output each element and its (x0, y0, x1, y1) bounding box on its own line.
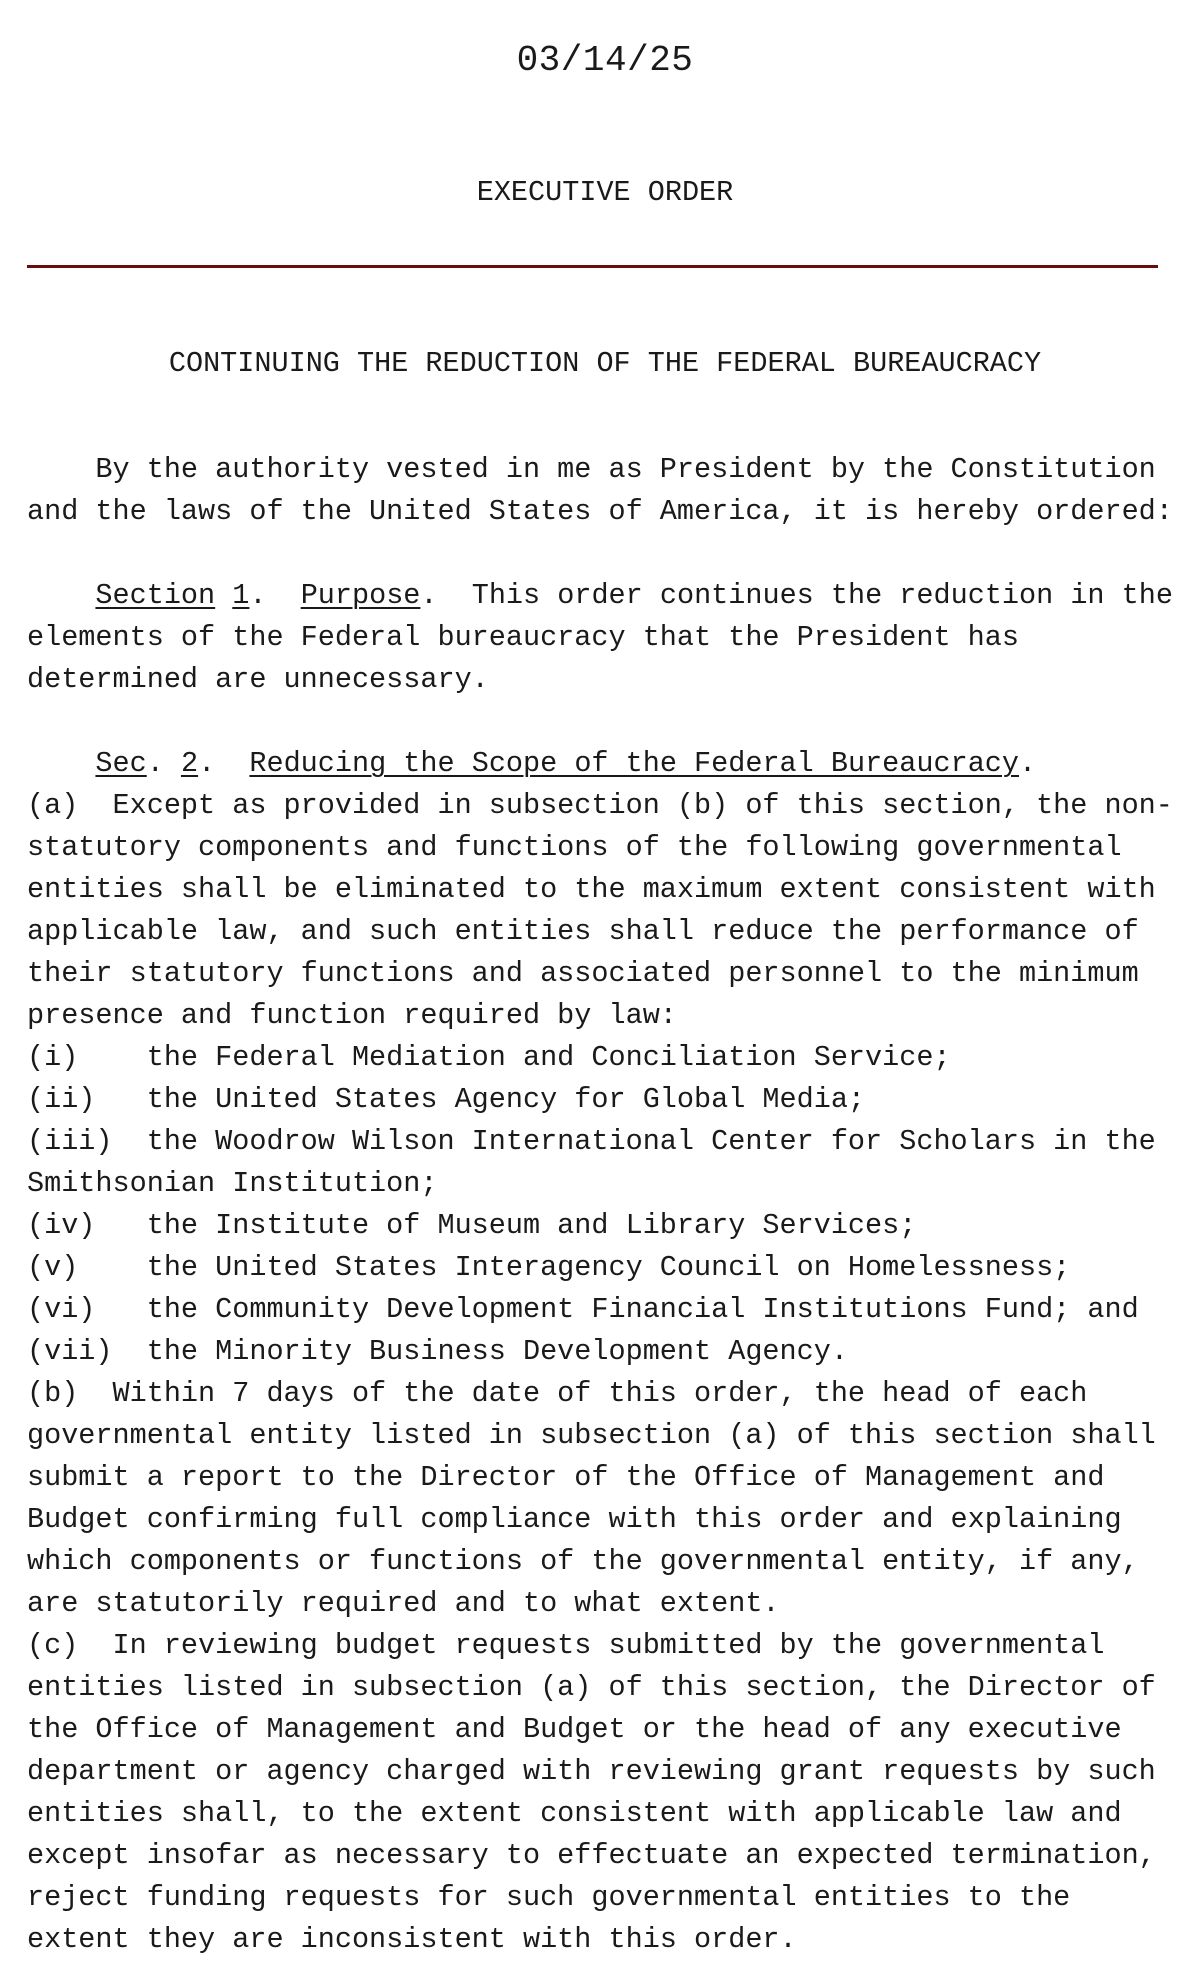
text-run: (iii) the Woodrow Wilson International Center for Scholars in the (27, 1125, 1156, 1158)
text-line (27, 1121, 1173, 1163)
text-run: submit a report to the Director of the Office of Management and (27, 1461, 1105, 1494)
text-line (27, 1331, 1173, 1373)
text-line (27, 1289, 1173, 1331)
text-run: and the laws of the United States of America, it is hereby ordered: (27, 495, 1173, 528)
text-line (27, 1247, 1173, 1289)
text-run: By the authority vested in me as President by the Constitution (27, 453, 1156, 486)
underlined-text: Reducing the Scope of the Federal Bureaucracy (249, 747, 1020, 780)
underlined-text: 2 (180, 747, 199, 780)
executive-order-heading: EXECUTIVE ORDER (476, 176, 734, 209)
text-run: (ii) the United States Agency for Global Media; (27, 1083, 866, 1116)
text-run: (vii) the Minority Business Development Agency. (27, 1335, 848, 1368)
text-run (27, 747, 95, 780)
text-line (27, 1835, 1173, 1877)
text-line (27, 617, 1173, 659)
text-run: statutory components and functions of the following governmental (27, 831, 1122, 864)
document-body (27, 449, 1173, 1961)
text-line (27, 449, 1173, 491)
text-line (27, 1373, 1173, 1415)
text-line (27, 533, 1173, 575)
text-line (27, 1793, 1173, 1835)
text-line (27, 1205, 1173, 1247)
underlined-text: Section (95, 579, 216, 612)
text-run: elements of the Federal bureaucracy that the President has (27, 621, 1019, 654)
text-run: reject funding requests for such governmental entities to the (27, 1881, 1071, 1914)
text-run: . (1019, 747, 1037, 780)
text-run: entities shall, to the extent consistent with applicable law and (27, 1797, 1122, 1830)
text-line (27, 785, 1173, 827)
text-run: (i) the Federal Mediation and Conciliation Service; (27, 1041, 951, 1074)
text-run: the Office of Management and Budget or the head of any executive (27, 1713, 1122, 1746)
text-run: . This order continues the reduction in the (420, 579, 1173, 612)
text-line (27, 1541, 1173, 1583)
text-run (215, 579, 232, 612)
text-run: (a) Except as provided in subsection (b) of this section, the non- (27, 789, 1173, 822)
text-line (27, 1751, 1173, 1793)
text-line (27, 1625, 1173, 1667)
document-date: 03/14/25 (516, 40, 694, 81)
text-run: . (249, 579, 301, 612)
text-run: their statutory functions and associated personnel to the minimum (27, 957, 1139, 990)
text-line (27, 911, 1173, 953)
text-line (27, 491, 1173, 533)
text-line (27, 827, 1173, 869)
text-line (27, 953, 1173, 995)
underlined-text: 1 (232, 579, 250, 612)
text-run: applicable law, and such entities shall reduce the performance of (27, 915, 1139, 948)
text-line (27, 1583, 1173, 1625)
text-line (27, 869, 1173, 911)
text-run: . (146, 747, 181, 780)
text-run (27, 579, 95, 612)
divider-rule (27, 265, 1158, 268)
text-line (27, 1415, 1173, 1457)
text-run: (b) Within 7 days of the date of this order, the head of each (27, 1377, 1088, 1410)
text-run: presence and function required by law: (27, 999, 677, 1032)
text-run: entities listed in subsection (a) of this section, the Director of (27, 1671, 1156, 1704)
text-run: Budget confirming full compliance with this order and explaining (27, 1503, 1122, 1536)
text-run: determined are unnecessary. (27, 663, 489, 696)
text-run: entities shall be eliminated to the maximum extent consistent with (27, 873, 1156, 906)
text-line (27, 659, 1173, 701)
text-run: (iv) the Institute of Museum and Library Services; (27, 1209, 917, 1242)
text-run: department or agency charged with reviewing grant requests by such (27, 1755, 1156, 1788)
text-line (27, 1877, 1173, 1919)
document-title: CONTINUING THE REDUCTION OF THE FEDERAL BUREAUCRACY (168, 347, 1042, 380)
text-run: (c) In reviewing budget requests submitted by the governmental (27, 1629, 1105, 1662)
text-line (27, 701, 1173, 743)
text-run: (v) the United States Interagency Council on Homelessness; (27, 1251, 1071, 1284)
text-run: extent they are inconsistent with this order. (27, 1923, 797, 1956)
text-run: (vi) the Community Development Financial Institutions Fund; and (27, 1293, 1139, 1326)
text-line (27, 1499, 1173, 1541)
text-line (27, 1037, 1173, 1079)
text-run: which components or functions of the governmental entity, if any, (27, 1545, 1139, 1578)
text-run: Smithsonian Institution; (27, 1167, 438, 1200)
text-run: except insofar as necessary to effectuate an expected termination, (27, 1839, 1156, 1872)
text-line (27, 1079, 1173, 1121)
text-line (27, 1163, 1173, 1205)
text-run: governmental entity listed in subsection (a) of this section shall (27, 1419, 1156, 1452)
text-line (27, 1457, 1173, 1499)
underlined-text: Purpose (300, 579, 421, 612)
text-run: . (198, 747, 250, 780)
text-line (27, 1919, 1173, 1961)
text-line (27, 995, 1173, 1037)
text-line (27, 743, 1173, 785)
text-run: are statutorily required and to what extent. (27, 1587, 780, 1620)
text-line (27, 1709, 1173, 1751)
underlined-text: Sec (95, 747, 147, 780)
text-line (27, 1667, 1173, 1709)
text-line (27, 575, 1173, 617)
